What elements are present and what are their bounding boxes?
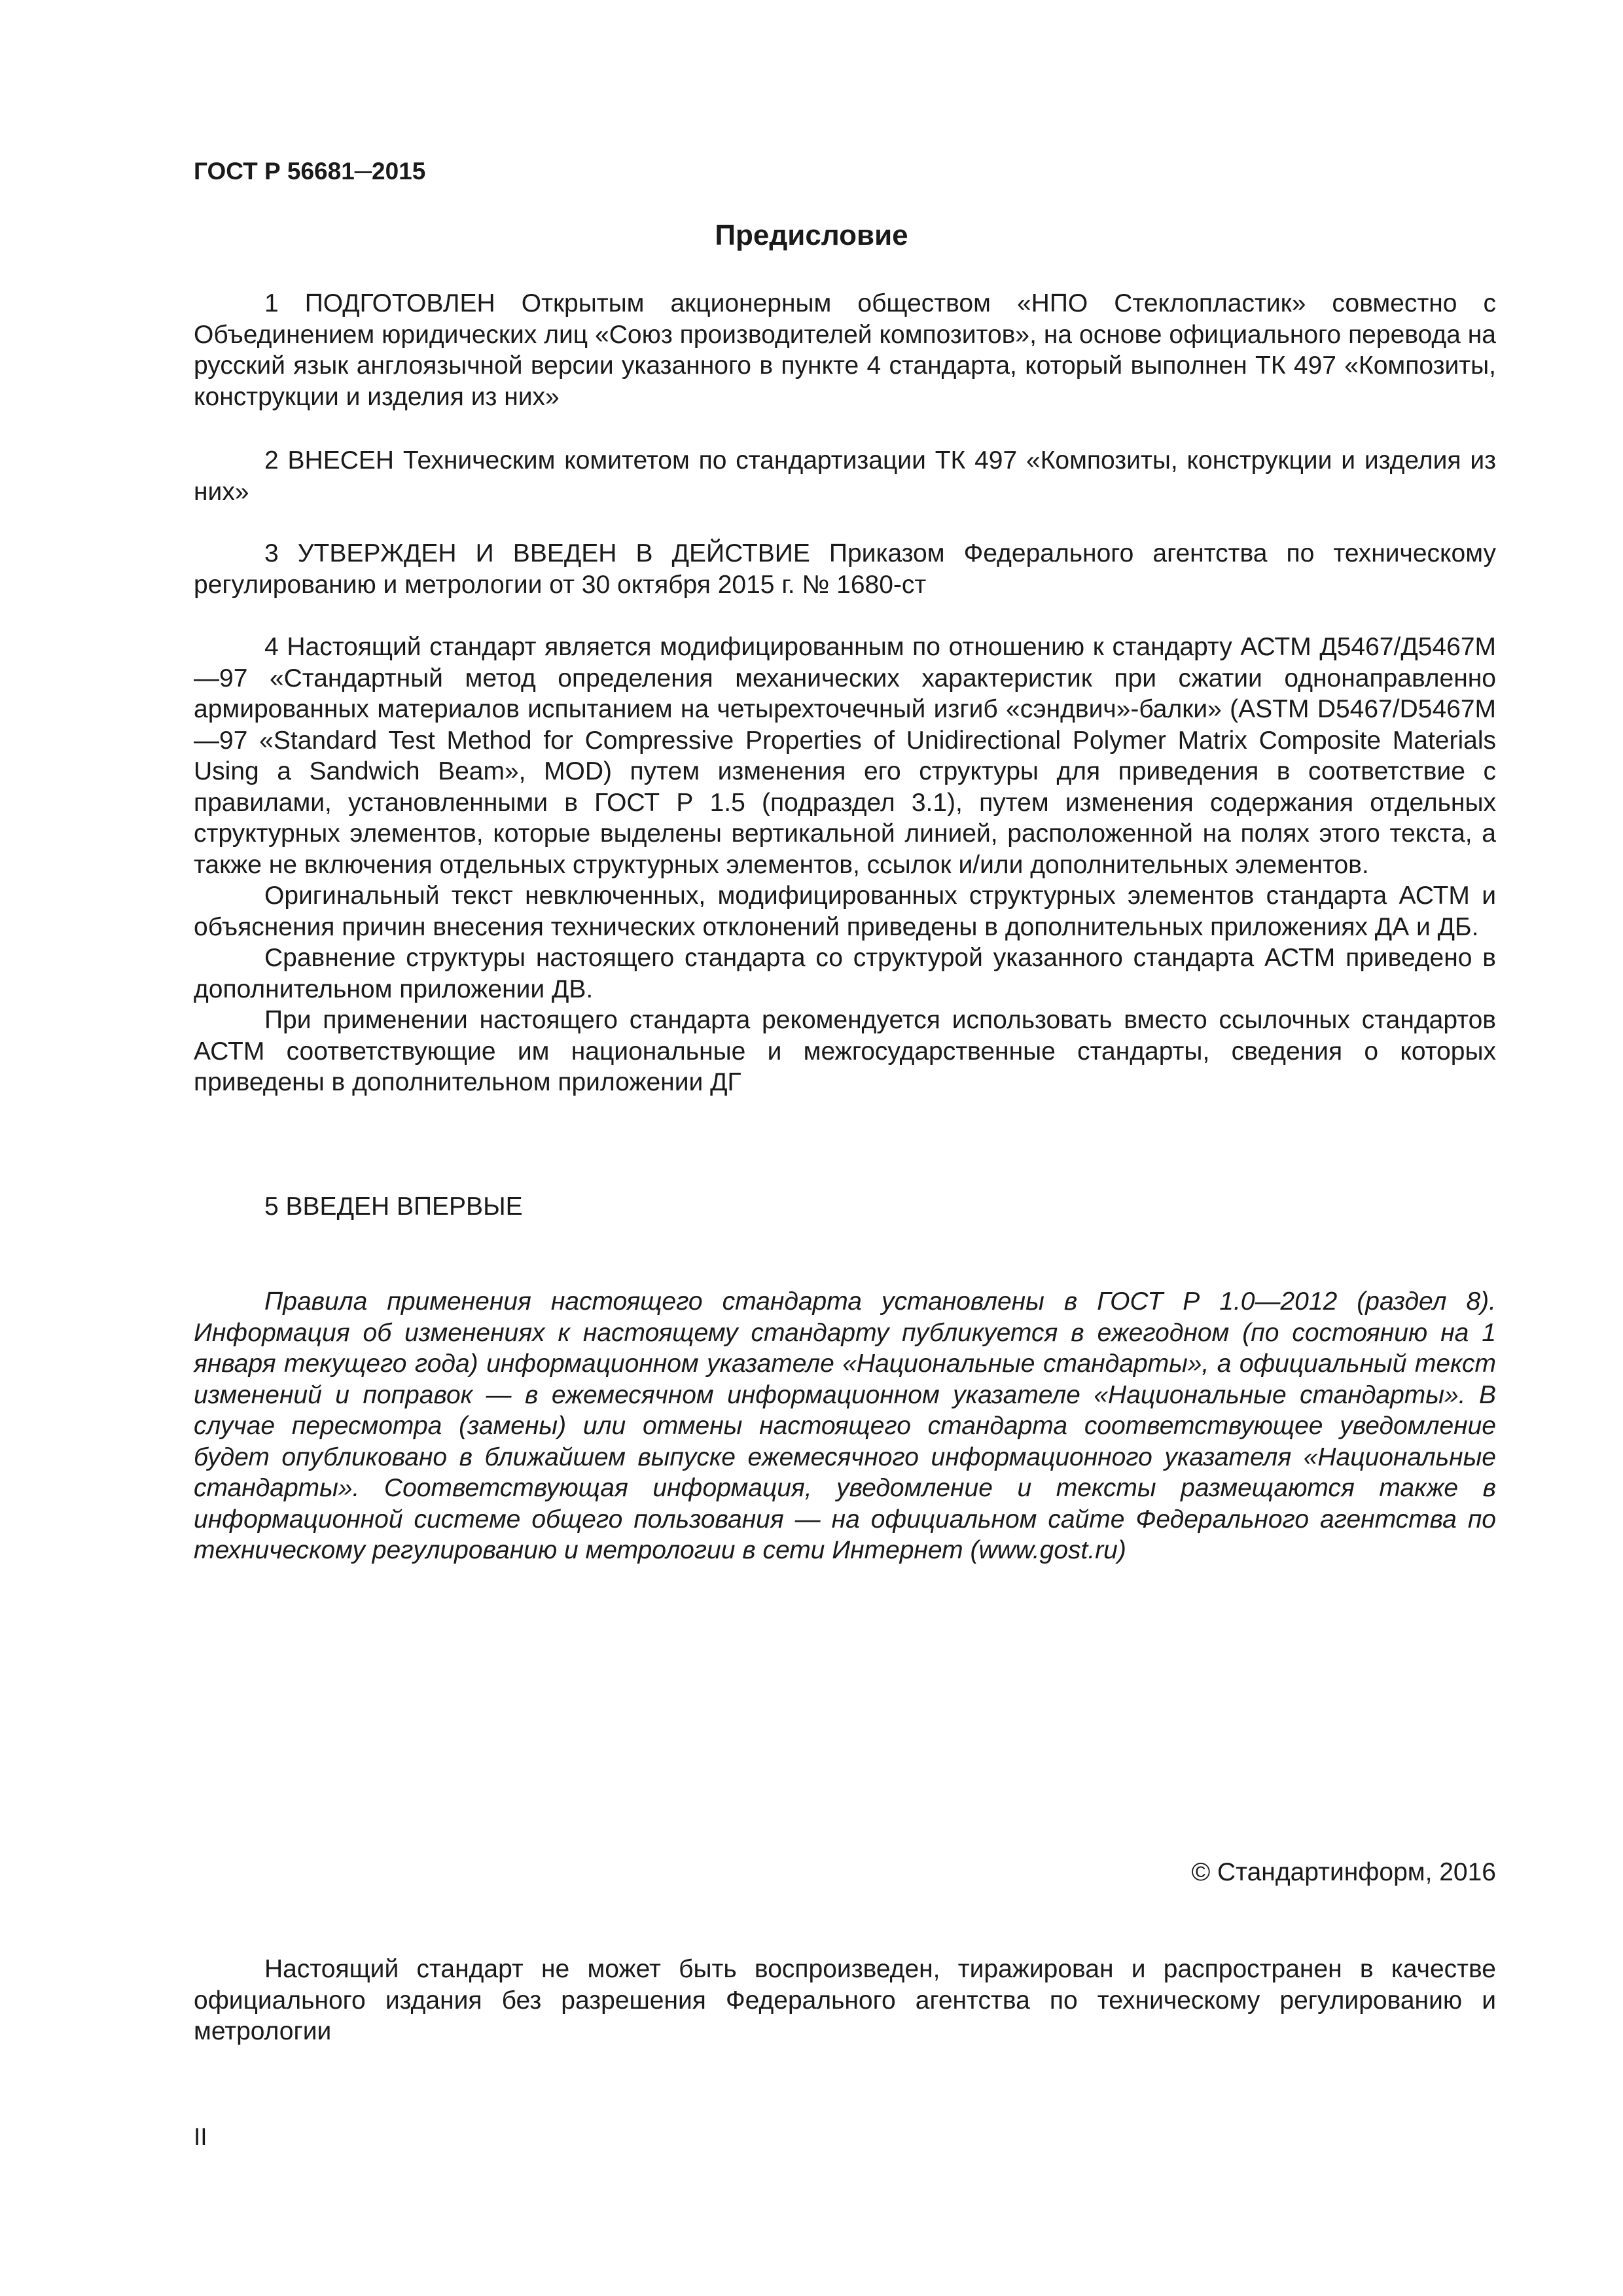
reproduction-notice <box>194 1954 1496 2047</box>
section-3-text: 3 УТВЕРЖДЕН И ВВЕДЕН В ДЕЙСТВИЕ Приказом Федерального агентства по техническому регулированию и метрологии от 30 октября 2015 г. № 1680-ст <box>194 539 1496 599</box>
page-title: Предисловие <box>715 219 908 251</box>
section-4-paragraph: При применении настоящего стандарта рекомендуется использовать вместо ссылочных стандартов АСТМ соответствующие им национальные и межгосударственные стандарты, сведения о которых приведены в дополнительном приложении ДГ <box>194 1006 1496 1096</box>
section-4 <box>194 632 1496 1098</box>
section-4-paragraph: 4 Настоящий стандарт является модифицированным по отношению к стандарту АСТМ Д5467/Д5467М—97 «Стандартный метод определения механических характеристик при сжатии однонаправленно армированных материалов испытанием на четырехточечный изгиб «сэндвич»-балки» (ASTM D5467/D5467M—97 «Standard Test Method for Compressive Properties of Unidirectional Polymer Matrix Composite Materials Using a Sandwich Beam», MOD) путем изменения его структуры для приведения в соответствие с правилами, установленными в ГОСТ Р 1.5 (подраздел 3.1), путем изменения содержания отдельных структурных элементов, которые выделены вертикальной линией, расположенной на полях этого текста, а также не включения отдельных структурных элементов, ссылок и/или дополнительных элементов. <box>194 633 1496 879</box>
reproduction-notice-text: Настоящий стандарт не может быть воспроизведен, тиражирован и распространен в качестве официального издания без разрешения Федерального агентства по техническому регулированию и метрологии <box>194 1955 1496 2045</box>
section-3 <box>194 538 1496 600</box>
section-5 <box>194 1191 1496 1223</box>
page-number: II <box>194 2123 207 2150</box>
application-notice <box>194 1286 1496 1566</box>
copyright-line: © Стандартинформ, 2016 <box>1191 1858 1496 1886</box>
section-2 <box>194 445 1496 507</box>
document-id: ГОСТ Р 56681─2015 <box>194 158 426 185</box>
section-1 <box>194 288 1496 412</box>
section-1-text: 1 ПОДГОТОВЛЕН Открытым акционерным обществом «НПО Стеклопластик» совместно с Объединением юридических лиц «Союз производителей композитов», на основе официального перевода на русский язык англоязычной версии указанного в пункте 4 стандарта, который выполнен ТК 497 «Композиты, конструкции и изделия из них» <box>194 289 1496 411</box>
section-4-paragraph: Сравнение структуры настоящего стандарта со структурой указанного стандарта АСТМ приведено в дополнительном приложении ДВ. <box>194 944 1496 1003</box>
application-notice-text: Правила применения настоящего стандарта установлены в ГОСТ Р 1.0—2012 (раздел 8). Информация об изменениях к настоящему стандарту публикуется в ежегодном (по состоянию на 1 января текущего года) информационном указателе «Национальные стандарты», а официальный текст изменений и поправок — в ежемесячном информационном указателе «Национальные стандарты». В случае пересмотра (замены) или отмены настоящего стандарта соответствующее уведомление будет опубликовано в ближайшем выпуске ежемесячного информационного указателя «Национальные стандарты». Соответствующая информация, уведомление и тексты размещаются также в информационной системе общего пользования — на официальном сайте Федерального агентства по техническому регулированию и метрологии в сети Интернет (www.gost.ru) <box>194 1287 1496 1564</box>
section-2-text: 2 ВНЕСЕН Техническим комитетом по стандартизации ТК 497 «Композиты, конструкции и изделия из них» <box>194 446 1496 506</box>
section-5-text: 5 ВВЕДЕН ВПЕРВЫЕ <box>264 1193 523 1221</box>
section-4-paragraph: Оригинальный текст невключенных, модифицированных структурных элементов стандарта АСТМ и объяснения причин внесения технических отклонений приведены в дополнительных приложениях ДА и ДБ. <box>194 882 1496 941</box>
